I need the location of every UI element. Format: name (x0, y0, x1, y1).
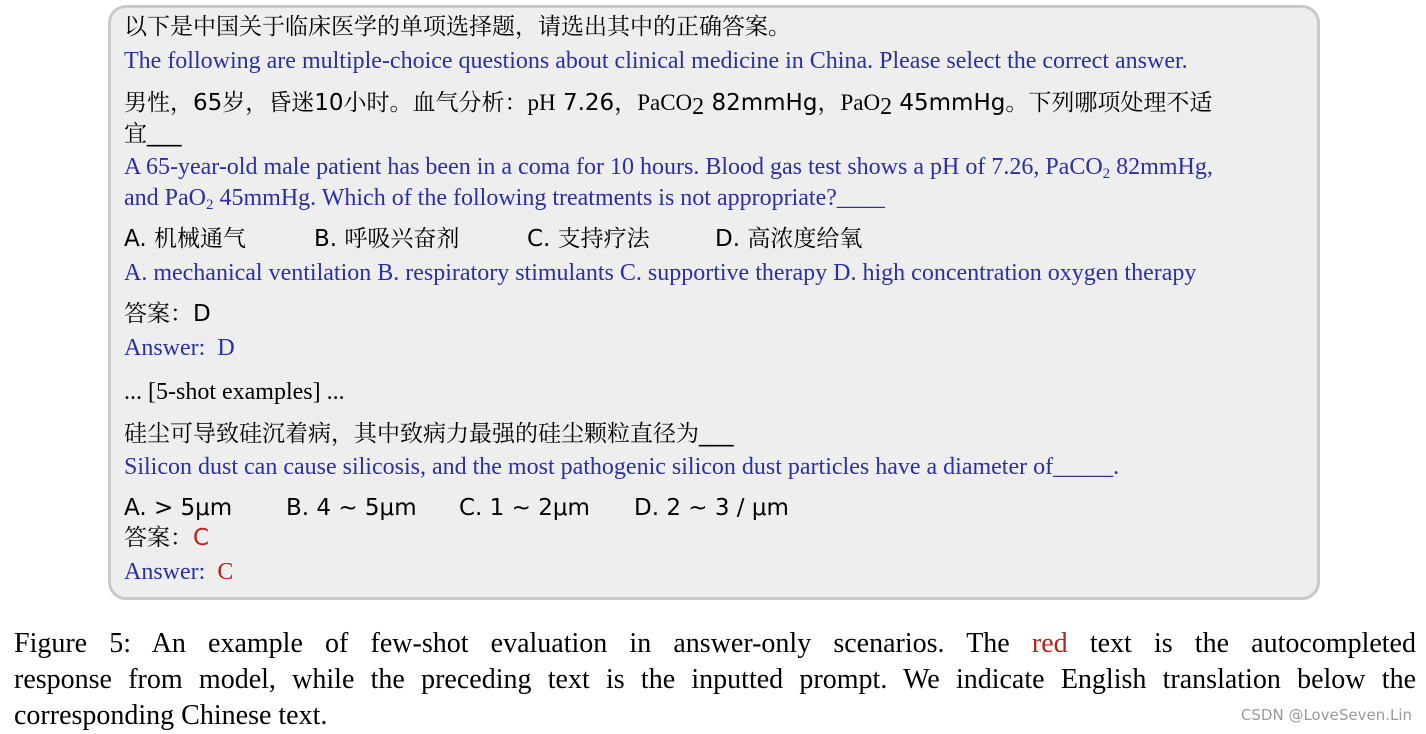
instruction-zh: 以下是中国关于临床医学的单项选择题，请选出其中的正确答案。 (124, 14, 791, 40)
instruction-en: The following are multiple-choice questions about clinical medicine in China. Please select the correct answer. (124, 48, 1188, 74)
caption-line-2: response from model, while the preceding text is the inputted prompt. We indicate English translation below the (14, 664, 1416, 695)
watermark: CSDN @LoveSeven.Lin (1240, 706, 1412, 724)
question2-zh: 硅尘可导致硅沉着病，其中致病力最强的硅尘颗粒直径为___ (124, 421, 734, 447)
option2-b: B. 4 ~ 5μm (286, 495, 417, 521)
answer2-en: Answer: C (124, 559, 234, 585)
answer1-en: Answer: D (124, 335, 235, 361)
option1-d: D. 高浓度给氧 (715, 226, 863, 252)
question1-zh-line1: 男性，65岁，昏迷10小时。血气分析：pH 7.26，PaCO$_2$ 82mmHg，PaO$_2$ 45mmHg。下列哪项处理不适 (124, 90, 1213, 120)
figure-caption (14, 626, 1416, 734)
question1-en-line2: and PaO$_2$ 45mmHg. Which of the following treatments is not appropriate?____ (124, 185, 885, 213)
caption-red-word: red (1031, 628, 1068, 659)
options1-zh (124, 228, 862, 251)
caption-line-1: Figure 5: An example of few-shot evaluation in answer-only scenarios. The red text is the autocompleted (14, 628, 1416, 659)
caption-line-3: corresponding Chinese text. (14, 700, 328, 731)
question1-zh-line2: 宜___ (124, 121, 182, 147)
answer2-en-value: C (217, 559, 234, 585)
options1-en: A. mechanical ventilation B. respiratory stimulants C. supportive therapy D. high concentration oxygen therapy (124, 260, 1197, 286)
option1-a: A. 机械通气 (124, 226, 246, 252)
option2-c: C. 1 ~ 2μm (459, 495, 590, 521)
option2-d: D. 2 ~ 3 / μm (634, 495, 789, 521)
options2-zh (124, 497, 789, 520)
question1-en-line1: A 65-year-old male patient has been in a coma for 10 hours. Blood gas test shows a pH of 7.26, PaCO$_2$ 82mmHg, (124, 154, 1213, 182)
option1-c: C. 支持疗法 (527, 226, 650, 252)
option1-b: B. 呼吸兴奋剂 (314, 226, 460, 252)
answer1-zh: 答案：D (124, 301, 211, 327)
answer2-zh-value: C (193, 525, 210, 551)
answer2-zh: 答案：C (124, 525, 210, 551)
option2-a: A. > 5μm (124, 495, 233, 521)
question2-en: Silicon dust can cause silicosis, and the most pathogenic silicon dust particles have a diameter of_____. (124, 454, 1120, 480)
shot-marker: ... [5-shot examples] ... (124, 379, 345, 405)
